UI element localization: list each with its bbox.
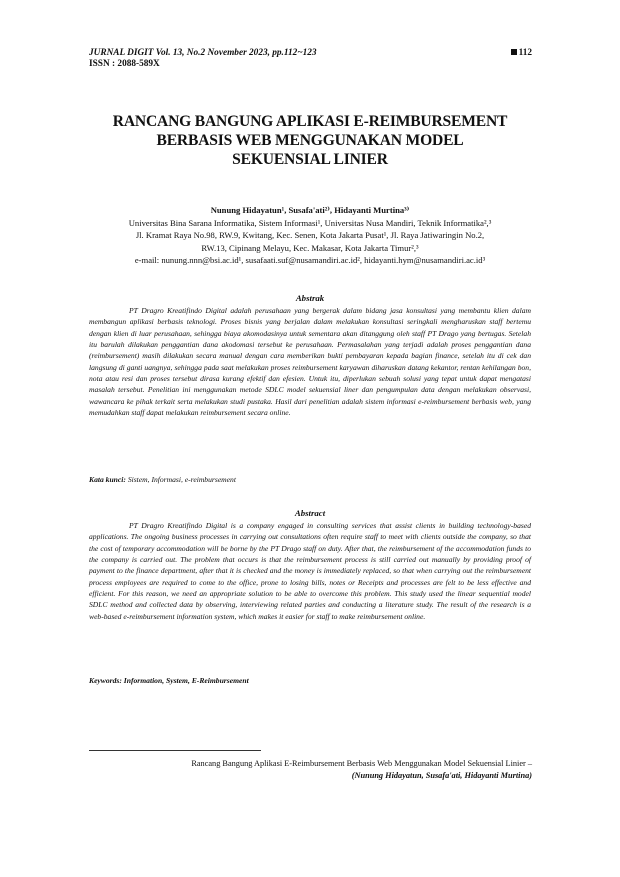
- address-line-2: RW.13, Cipinang Melayu, Kec. Makasar, Kota Jakarta Timur²,³: [201, 242, 419, 253]
- kata-kunci-label: Kata kunci:: [89, 475, 126, 484]
- running-header: [89, 48, 317, 70]
- keywords-value: Information, System, E-Reimbursement: [121, 676, 249, 685]
- keywords-label: Keywords:: [89, 676, 122, 685]
- journal-citation: JURNAL DIGIT Vol. 13, No.2 November 2023, pp.112~123: [89, 48, 317, 58]
- issn: ISSN : 2088-589X: [89, 59, 160, 69]
- abstract-heading: Abstract: [294, 508, 326, 518]
- abstrak-heading: Abstrak: [295, 293, 325, 303]
- abstract-body: PT Dragro Kreatifindo Digital is a company engaged in consulting services that assist clients in building technology-based applications. The ongoing business processes in carrying out consultations often require staff to meet with clients outside the company, so that the cost of temporary accommodation will be borne by the PT Drago staff on duty. After that, the reimbursement of the accommodation funds to the company is carried out. The problem that occurs is that the reimbursement process is still carried out manually by providing proof of payment to the finance department, after that it is checked and the money is immediately replaced, so that when carrying out the reimbursement process employees are required to come to the office, prone to losing bills, notes or Receipts and processes are felt to be less effective and efficient. For this reason, we need an appropriate solution to be able to overcome this problem. This study used the linear sequential model SDLC method and collected data by observing, interviewing related parties and conducting a literature study. The result of the research is a web-based e-reimbursement information system, which makes it easier for staff to make reimbursement online.: [89, 521, 531, 621]
- title-line-1: RANCANG BANGUNG APLIKASI E-REIMBURSEMENT: [112, 113, 508, 130]
- square-bullet-icon: [511, 49, 517, 55]
- title-line-2: BERBASIS WEB MENGGUNAKAN MODEL: [156, 132, 464, 149]
- footer-authors: (Nunung Hidayatun, Susafa'ati, Hidayanti Murtina): [351, 771, 532, 780]
- author-names: Nunung Hidayatun¹, Susafa'ati²⁾, Hidayanti Murtina³⁾: [210, 205, 410, 215]
- footer-title: Rancang Bangung Aplikasi E-Reimbursement Berbasis Web Menggunakan Model Sekuensial Linier –: [191, 759, 532, 768]
- kata-kunci: [89, 475, 531, 484]
- author-emails: e-mail: nunung.nnn@bsi.ac.id¹, susafaati.suf@nusamandiri.ac.id², hidayanti.hym@nusamandiri.ac.id³: [134, 255, 486, 265]
- author-block: [70, 204, 550, 267]
- abstrak-body: PT Dragro Kreatifindo Digital adalah perusahaan yang bergerak dalam bidang jasa konsultasi yang membantu klien dalam membangun aplikasi berbasis teknologi. Proses bisnis yang berjalan dalam melakukan konsultasi seringkali mengharuskan staff bertemu dengan klien di luar perusahaan, sehingga biaya akomodasinya untuk sementara akan ditanggung oleh staff PT Drago yang bertugas. Setelah itu barulah dilakukan penggantian dana akodomasi tersebut ke perusahaan. Permasalahan yang terjadi adalah proses penggantian dana (reimbursement) masih dilakukan secara manual dengan cara memberikan bukti pembayaran kepada bagian finance, setelah itu di cek dan langsung di ganti uangnya, sehingga pada saat melakukan proses reimbursement karyawan diharuskan datang kekantor, rentan kehilangan bon, nota atau resi dan proses tersebut dirasa kurang efektif dan efesien. Untuk itu, diperlukan sebuah solusi yang tepat untuk dapat mengatasi masalah tersebut. Penelitian ini menggunakan metode SDLC model sekuensial liner dan pengumpulan data dengan melakukan observasi, wawancara ke pihak terkait serta melakukan studi pustaka. Hasil dari penelitian adalah sistem informasi e-reimbursement berbasis web, yang memudahkan staff dapat melakukan reimbursement secara online.: [89, 306, 531, 418]
- keywords: [89, 676, 531, 685]
- page-number-block: [511, 48, 532, 58]
- address-line-1: Jl. Kramat Raya No.98, RW.9, Kwitang, Kec. Senen, Kota Jakarta Pusat¹, Jl. Raya Jatiwaringin No.2,: [135, 230, 485, 240]
- affiliation: Universitas Bina Sarana Informatika, Sistem Informasi¹, Universitas Nusa Mandiri, Teknik Informatika²,³: [128, 217, 492, 228]
- footer-divider: [89, 750, 261, 751]
- page-number: 112: [518, 48, 532, 58]
- kata-kunci-value: Sistem, Informasi, e-reimbursement: [125, 475, 236, 484]
- paper-title: [60, 112, 560, 169]
- title-line-3: SEKUENSIAL LINIER: [232, 151, 388, 168]
